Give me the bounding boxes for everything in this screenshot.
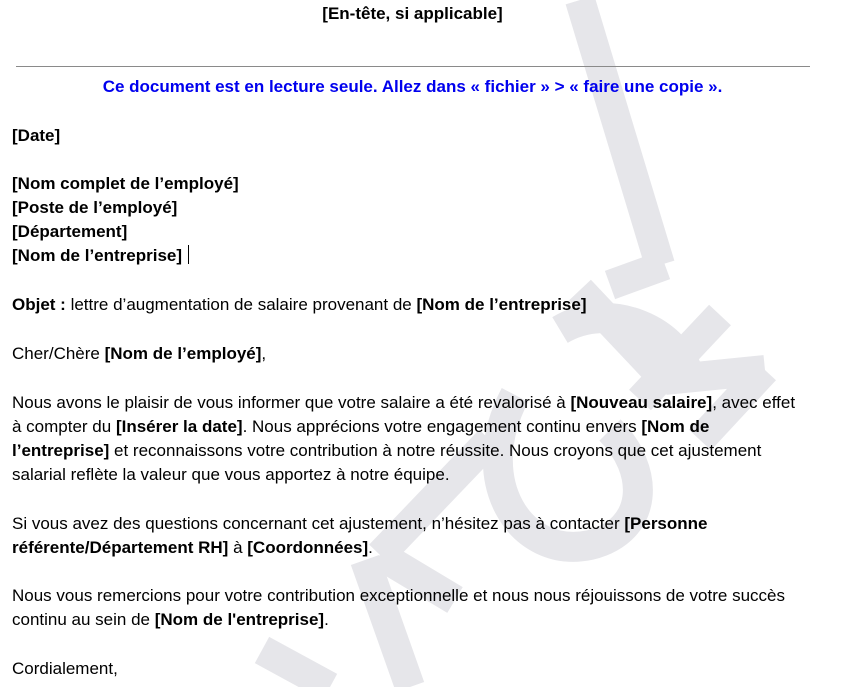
letterhead-placeholder: [En-tête, si applicable] bbox=[322, 4, 503, 23]
paragraph-thanks bbox=[12, 584, 802, 632]
date-field: [Date] bbox=[12, 126, 61, 145]
p1-text-3: . Nous apprécions votre engagement continu envers bbox=[242, 417, 642, 436]
subject-text: lettre d’augmentation de salaire provenant de bbox=[65, 295, 417, 314]
paragraph-contact bbox=[12, 512, 782, 560]
recipient-position: [Poste de l’employé] bbox=[12, 198, 178, 217]
text-cursor bbox=[188, 245, 189, 264]
recipient-full-name: [Nom complet de l’employé] bbox=[12, 174, 239, 193]
paragraph-salary-increase bbox=[12, 391, 802, 487]
p3-text-1: Nous vous remercions pour votre contribution exceptionnelle et nous nous réjouissons de votre succès continu au sein de bbox=[12, 586, 785, 629]
p1-effective-date: [Insérer la date] bbox=[115, 417, 243, 436]
closing: Cordialement, bbox=[12, 659, 118, 678]
subject-company: [Nom de l’entreprise] bbox=[416, 295, 587, 314]
p2-contact-details: [Coordonnées] bbox=[247, 538, 369, 557]
p3-company: [Nom de l'entreprise] bbox=[154, 610, 325, 629]
p2-text-2: à bbox=[228, 538, 248, 557]
p1-new-salary: [Nouveau salaire] bbox=[570, 393, 713, 412]
recipient-company-line[interactable] bbox=[12, 244, 189, 268]
subject-line bbox=[12, 293, 587, 317]
salutation bbox=[12, 342, 266, 366]
salutation-text: Cher/Chère bbox=[12, 344, 105, 363]
recipient-department: [Département] bbox=[12, 222, 128, 241]
p1-company: [Nom de l’entreprise] bbox=[12, 417, 710, 460]
p2-text-3: . bbox=[368, 538, 373, 557]
p1-text-2: , avec effet à compter du bbox=[12, 393, 796, 436]
p2-contact-person: [Personne référente/Département RH] bbox=[12, 514, 708, 557]
p1-text-1: Nous avons le plaisir de vous informer que votre salaire a été revalorisé à bbox=[12, 393, 571, 412]
header-divider bbox=[16, 66, 810, 67]
p3-text-2: . bbox=[324, 610, 329, 629]
readonly-notice: Ce document est en lecture seule. Allez dans « fichier » > « faire une copie ». bbox=[102, 77, 723, 96]
salutation-name: [Nom de l’employé] bbox=[104, 344, 262, 363]
salutation-comma: , bbox=[261, 344, 267, 363]
subject-label: Objet : bbox=[12, 295, 66, 314]
recipient-company: [Nom de l’entreprise] bbox=[12, 246, 183, 265]
p2-text-1: Si vous avez des questions concernant cet ajustement, n’hésitez pas à contacter bbox=[12, 514, 625, 533]
p1-text-4: et reconnaissons votre contribution à notre réussite. Nous croyons que cet ajustement salarial reflète la valeur que vous apportez à notre équipe. bbox=[12, 441, 762, 484]
